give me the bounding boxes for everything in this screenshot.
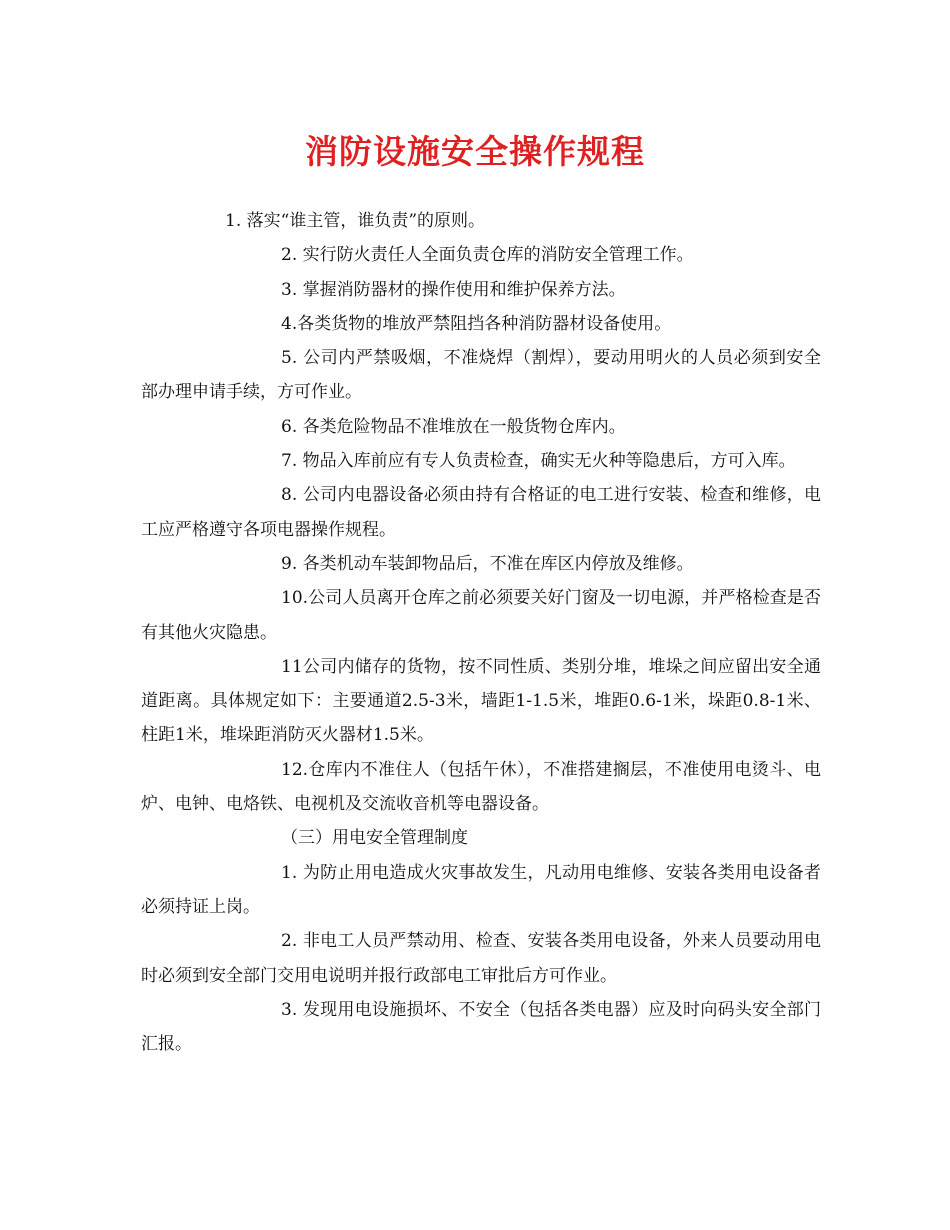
paragraph-12: 12.仓库内不准住人（包括午休），不准搭建搁层，不准使用电烫斗、电炉、电钟、电烙铁、电视机及交流收音机等电器设备。 <box>141 759 821 815</box>
paragraph-11: 11公司内储存的货物，按不同性质、类别分堆，堆垛之间应留出安全通道距离。具体规定如下：主要通道2.5-3米，墙距1-1.5米，堆距0.6-1米，垛距0.8-1米、柱距1米，堆垛距消防灭火器材1.5米。 <box>141 656 821 746</box>
section-heading: （三）用电安全管理制度 <box>281 828 468 849</box>
paragraph-7: 7. 物品入库前应有专人负责检查，确实无火种等隐患后，方可入库。 <box>281 451 796 472</box>
paragraph-s3-3: 3. 发现用电设施损坏、不安全（包括各类电器）应及时向码头安全部门汇报。 <box>141 999 821 1055</box>
paragraph-6: 6. 各类危险物品不准堆放在一般货物仓库内。 <box>281 416 626 437</box>
document-title: 消防设施安全操作规程 <box>305 132 645 171</box>
paragraph-8: 8. 公司内电器设备必须由持有合格证的电工进行安装、检查和维修，电工应严格遵守各项电器操作规程。 <box>141 485 821 540</box>
paragraph-10: 10.公司人员离开仓库之前必须要关好门窗及一切电源，并严格检查是否有其他火灾隐患。 <box>141 588 821 643</box>
paragraph-9: 9. 各类机动车装卸物品后，不准在库区内停放及维修。 <box>281 553 694 574</box>
paragraph-s3-2: 2. 非电工人员严禁动用、检查、安装各类用电设备，外来人员要动用电时必须到安全部门交用电说明并报行政部电工审批后方可作业。 <box>141 931 821 986</box>
document-body <box>141 204 821 1061</box>
paragraph-5: 5. 公司内严禁吸烟，不准烧焊（割焊），要动用明火的人员必须到安全部办理申请手续，方可作业。 <box>141 348 821 403</box>
paragraph-1: 1. 落实“谁主管，谁负责”的原则。 <box>225 211 486 231</box>
paragraph-s3-1: 1. 为防止用电造成火灾事故发生，凡动用电维修、安装各类用电设备者必须持证上岗。 <box>141 862 821 917</box>
paragraph-3: 3. 掌握消防器材的操作使用和维护保养方法。 <box>281 279 626 300</box>
paragraph-4: 4.各类货物的堆放严禁阻挡各种消防器材设备使用。 <box>281 313 672 334</box>
paragraph-2: 2. 实行防火责任人全面负责仓库的消防安全管理工作。 <box>281 245 694 266</box>
